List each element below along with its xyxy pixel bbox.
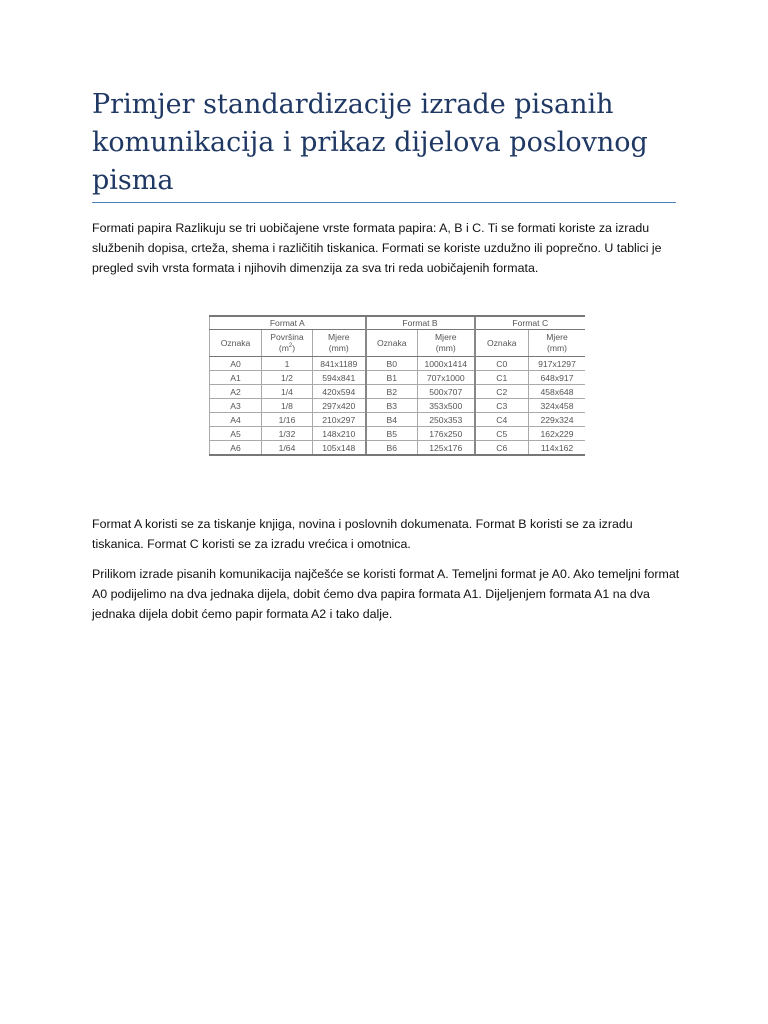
cell-oznaka-b: B2 (366, 385, 418, 399)
cell-mjere-c: 162x229 (529, 427, 586, 441)
cell-oznaka-a: A2 (210, 385, 262, 399)
table-row (210, 441, 586, 456)
cell-mjere-b: 353x500 (418, 399, 475, 413)
cell-oznaka-a: A1 (210, 371, 262, 385)
cell-mjere-c: 324x458 (529, 399, 586, 413)
cell-mjere-a: 297x420 (313, 399, 366, 413)
cell-povrsina: 1/8 (262, 399, 313, 413)
cell-mjere-b: 707x1000 (418, 371, 475, 385)
cell-mjere-a: 420x594 (313, 385, 366, 399)
cell-mjere-b: 1000x1414 (418, 357, 475, 371)
cell-mjere-b: 176x250 (418, 427, 475, 441)
cell-mjere-b: 250x353 (418, 413, 475, 427)
cell-oznaka-c: C2 (475, 385, 529, 399)
cell-mjere-c: 114x162 (529, 441, 586, 456)
header-oznaka-b: Oznaka (366, 330, 418, 357)
header-mjere-c: Mjere (mm) (529, 330, 586, 357)
cell-oznaka-a: A4 (210, 413, 262, 427)
cell-oznaka-c: C1 (475, 371, 529, 385)
table-row (210, 399, 586, 413)
cell-oznaka-b: B6 (366, 441, 418, 456)
cell-oznaka-c: C3 (475, 399, 529, 413)
cell-povrsina: 1/64 (262, 441, 313, 456)
intro-paragraph: Formati papira Razlikuju se tri uobičajene vrste formata papira: A, B i C. Ti se formati koriste za izradu službenih dopisa, crteža, shema i različitih tiskanica. Formati se koriste uzdužno ili poprečno. U tablici je pregled svih vrsta formata i njihovih dimenzija za sva tri reda uobičajenih formata. (92, 221, 662, 275)
cell-mjere-b: 125x176 (418, 441, 475, 456)
cell-povrsina: 1 (262, 357, 313, 371)
cell-oznaka-c: C5 (475, 427, 529, 441)
header-povrsina: Površina $(m^2)$ (262, 330, 313, 357)
header-oznaka-a: Oznaka (210, 330, 262, 357)
table-row (210, 427, 586, 441)
cell-mjere-c: 917x1297 (529, 357, 586, 371)
cell-povrsina: 1/2 (262, 371, 313, 385)
cell-oznaka-b: B1 (366, 371, 418, 385)
cell-oznaka-c: C4 (475, 413, 529, 427)
a0-paragraph: Prilikom izrade pisanih komunikacija najčešće se koristi format A. Temeljni format je A0. Ako temeljni format A0 podijelimo na dva jednaka dijela, dobit ćemo dva papira formata A1. Dijeljenjem formata A1 na dva jednaka dijela dobit ćemo papir formata A2 i tako dalje. (92, 567, 680, 621)
cell-mjere-c: 648x917 (529, 371, 586, 385)
cell-mjere-a: 105x148 (313, 441, 366, 456)
cell-mjere-b: 500x707 (418, 385, 475, 399)
header-mjere-b: Mjere (mm) (418, 330, 475, 357)
cell-oznaka-c: C6 (475, 441, 529, 456)
cell-oznaka-a: A5 (210, 427, 262, 441)
page-title: Primjer standardizacije izrade pisanih komunikacija i prikaz dijelova poslovnog pisma (92, 89, 648, 196)
cell-oznaka-b: B4 (366, 413, 418, 427)
cell-oznaka-a: A3 (210, 399, 262, 413)
cell-povrsina: 1/32 (262, 427, 313, 441)
cell-mjere-a: 841x1189 (313, 357, 366, 371)
paper-formats-table (209, 315, 585, 456)
table-row (210, 357, 586, 371)
cell-oznaka-b: B5 (366, 427, 418, 441)
cell-mjere-c: 458x648 (529, 385, 586, 399)
header-mjere-a: Mjere (mm) (313, 330, 366, 357)
table-row (210, 385, 586, 399)
group-header-format-a: Format A (210, 316, 366, 330)
title-divider (92, 202, 676, 203)
cell-mjere-a: 210x297 (313, 413, 366, 427)
header-oznaka-c: Oznaka (475, 330, 529, 357)
cell-oznaka-a: A6 (210, 441, 262, 456)
cell-mjere-a: 594x841 (313, 371, 366, 385)
paper-formats-table-image (209, 315, 585, 463)
group-header-format-c: Format C (475, 316, 586, 330)
group-header-format-b: Format B (366, 316, 475, 330)
cell-mjere-a: 148x210 (313, 427, 366, 441)
cell-oznaka-b: B3 (366, 399, 418, 413)
cell-povrsina: 1/4 (262, 385, 313, 399)
table-row (210, 413, 586, 427)
table-row (210, 371, 586, 385)
cell-oznaka-c: C0 (475, 357, 529, 371)
cell-povrsina: 1/16 (262, 413, 313, 427)
usage-paragraph: Format A koristi se za tiskanje knjiga, novina i poslovnih dokumenata. Format B koristi se za izradu tiskanica. Format C koristi se za izradu vrećica i omotnica. (92, 517, 633, 551)
cell-mjere-c: 229x324 (529, 413, 586, 427)
cell-oznaka-b: B0 (366, 357, 418, 371)
cell-oznaka-a: A0 (210, 357, 262, 371)
